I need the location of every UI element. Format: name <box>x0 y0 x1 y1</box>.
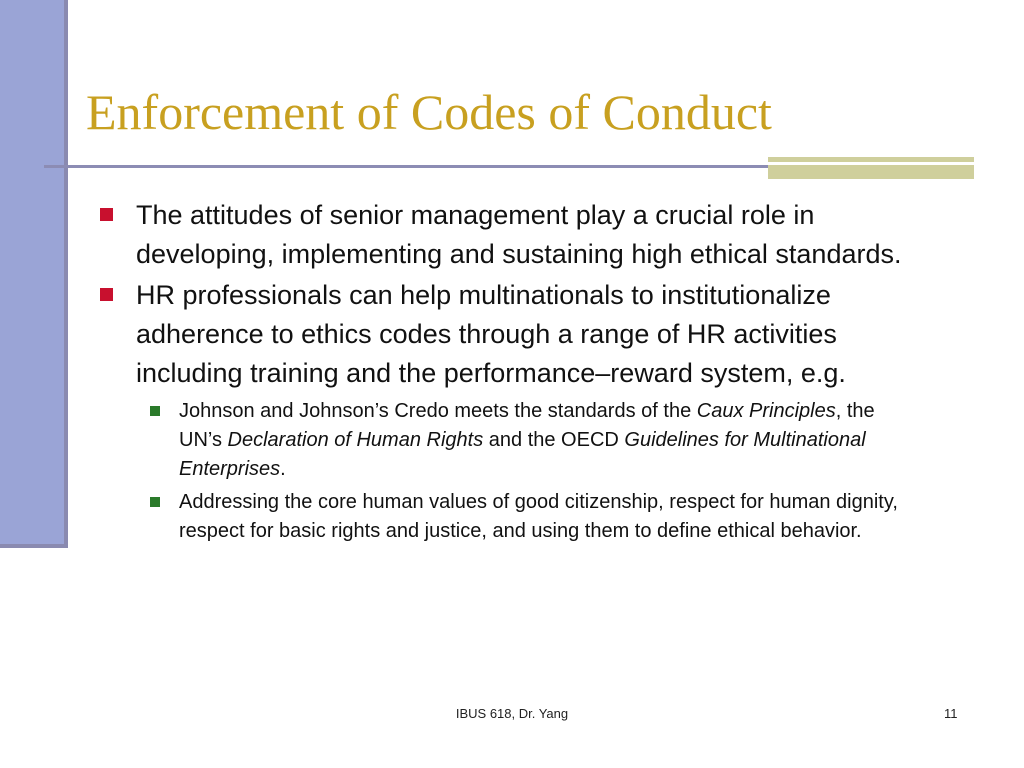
square-sub-bullet-icon <box>150 406 160 416</box>
square-sub-bullet-icon <box>150 497 160 507</box>
square-bullet-icon <box>100 208 113 221</box>
footer-course-label: IBUS 618, Dr. Yang <box>455 706 569 721</box>
sub-bullet-text: Addressing the core human values of good citizenship, respect for human dignity, respect for basic rights and justice, and using them to define ethical behavior. <box>179 491 898 542</box>
oecd-guidelines-italic: Guidelines for Multinational Enterprises <box>179 429 866 480</box>
sub-bullet-text: . <box>280 458 286 480</box>
bullet-text: HR professionals can help multinationals to institutionalize adherence to ethics codes through a range of HR activities including training and the performance–reward system, e.g. <box>136 280 846 388</box>
sub-bullet-text: Johnson and Johnson’s Credo meets the standards of the <box>179 400 697 422</box>
slide-number: 11 <box>944 706 958 721</box>
bullet-list <box>100 196 920 550</box>
sub-bullet-list <box>150 397 920 546</box>
sub-bullet-item <box>150 488 920 546</box>
slide-title: Enforcement of Codes of Conduct <box>86 84 772 140</box>
square-bullet-icon <box>100 288 113 301</box>
sub-bullet-text: and the OECD <box>483 429 625 451</box>
bullet-item <box>100 276 920 393</box>
side-decoration-bar <box>0 0 68 548</box>
human-rights-declaration-italic: Declaration of Human Rights <box>227 429 484 451</box>
title-accent-stripes <box>768 157 974 179</box>
caux-principles-italic: Caux Principles <box>696 400 836 422</box>
bullet-text: The attitudes of senior management play a crucial role in developing, implementing and sustaining high ethical standards. <box>136 200 902 269</box>
sub-bullet-text: , the UN’s <box>179 400 875 451</box>
sub-bullet-item <box>150 397 920 484</box>
bullet-item <box>100 196 920 274</box>
